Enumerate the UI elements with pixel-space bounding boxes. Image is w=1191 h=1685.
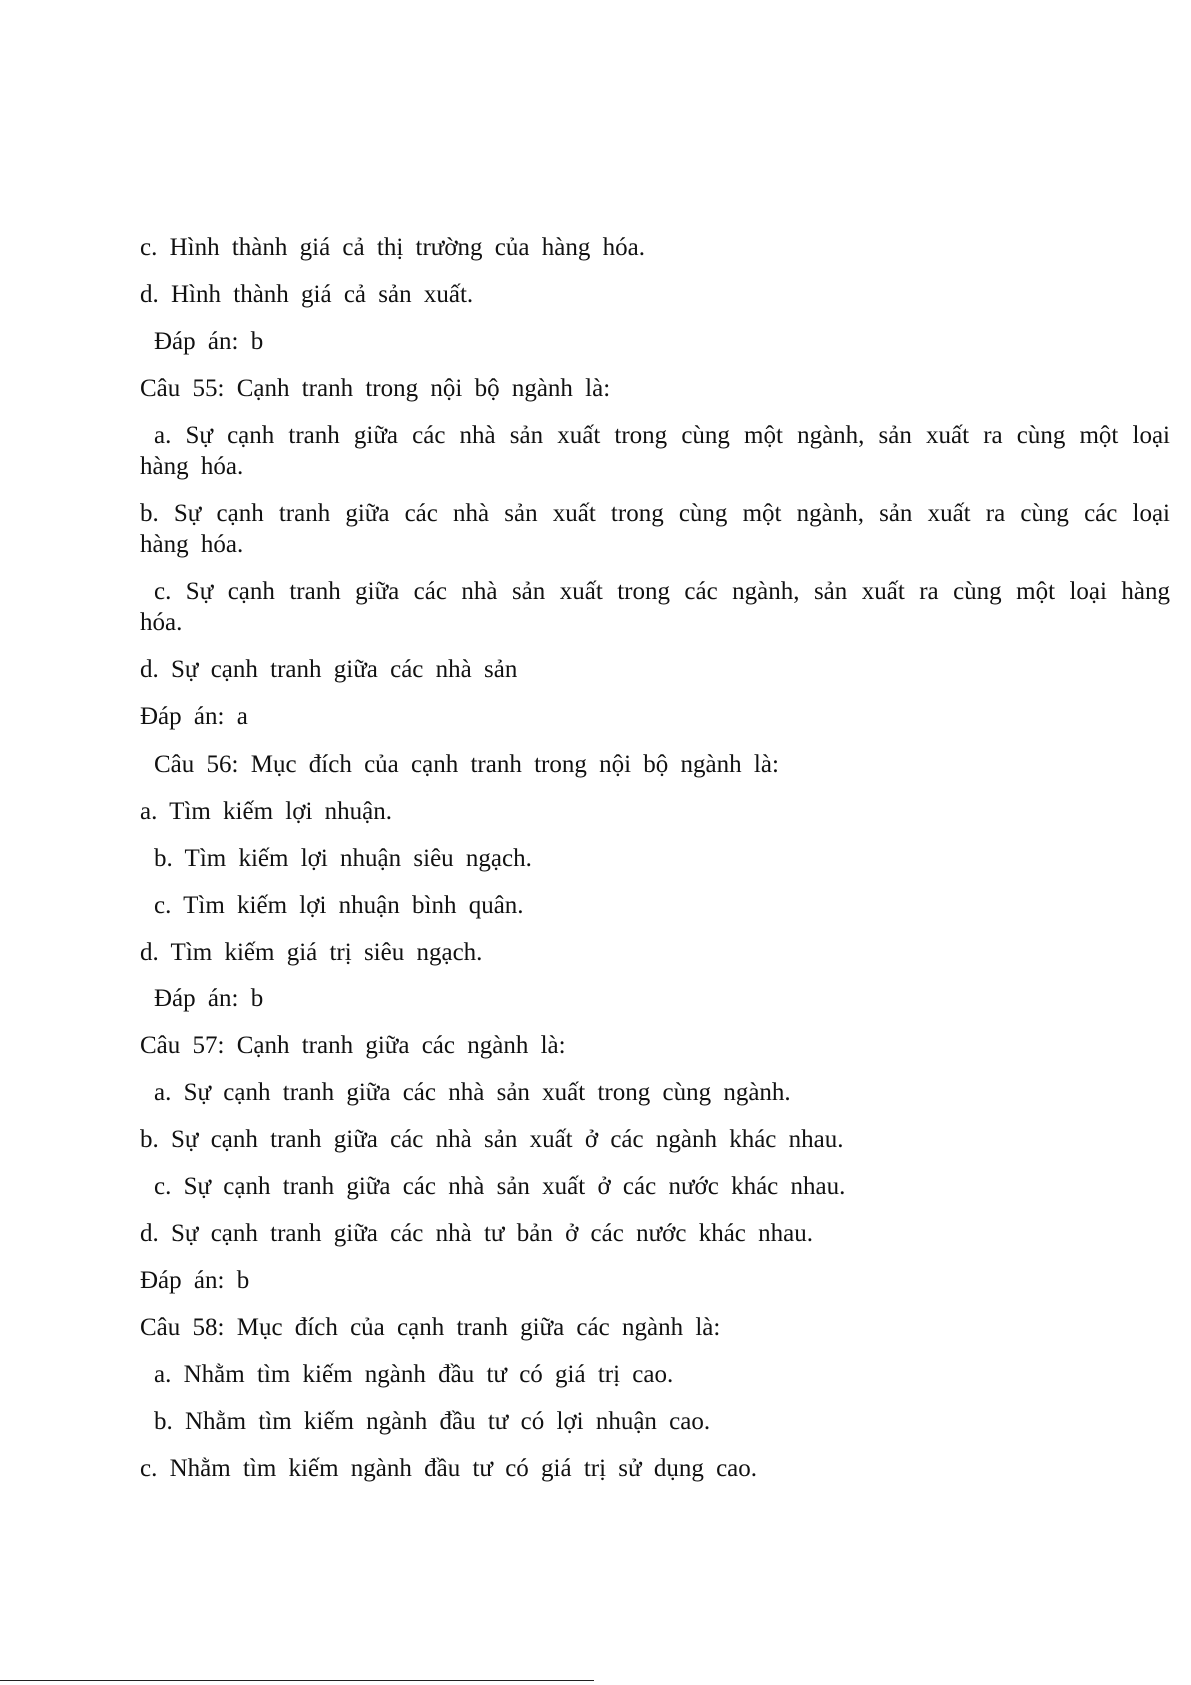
option-a-q55: a. Sự cạnh tranh giữa các nhà sản xuất trong cùng một ngành, sản xuất ra cùng một loại hàng hóa.	[140, 422, 1170, 480]
option-d-q57: d. Sự cạnh tranh giữa các nhà tư bản ở các nước khác nhau.	[140, 1220, 813, 1247]
option-d-q56: d. Tìm kiếm giá trị siêu ngạch.	[140, 939, 483, 966]
question-55: Câu 55: Cạnh tranh trong nội bộ ngành là:	[140, 375, 611, 402]
option-d-q54: d. Hình thành giá cả sản xuất.	[140, 281, 474, 308]
option-c-q54: c. Hình thành giá cả thị trường của hàng hóa.	[140, 234, 645, 261]
option-b-q56: b. Tìm kiếm lợi nhuận siêu ngạch.	[154, 845, 532, 872]
option-a-q58: a. Nhằm tìm kiếm ngành đầu tư có giá trị cao.	[154, 1361, 674, 1388]
answer-q54: Đáp án: b	[154, 328, 264, 355]
question-56: Câu 56: Mục đích của cạnh tranh trong nội bộ ngành là:	[154, 751, 779, 778]
answer-q55: Đáp án: a	[140, 703, 248, 730]
option-b-q55: b. Sự cạnh tranh giữa các nhà sản xuất trong cùng một ngành, sản xuất ra cùng các loại hàng hóa.	[140, 500, 1170, 558]
footnote-divider	[0, 1680, 594, 1681]
option-b-q57: b. Sự cạnh tranh giữa các nhà sản xuất ở các ngành khác nhau.	[140, 1126, 844, 1153]
answer-q57: Đáp án: b	[140, 1267, 250, 1294]
option-b-q58: b. Nhằm tìm kiếm ngành đầu tư có lợi nhuận cao.	[154, 1408, 711, 1435]
option-a-q56: a. Tìm kiếm lợi nhuận.	[140, 798, 393, 825]
option-d-q55: d. Sự cạnh tranh giữa các nhà sản	[140, 656, 518, 683]
option-c-q56: c. Tìm kiếm lợi nhuận bình quân.	[154, 892, 524, 919]
answer-q56: Đáp án: b	[154, 985, 264, 1012]
option-c-q55: c. Sự cạnh tranh giữa các nhà sản xuất trong các ngành, sản xuất ra cùng một loại hàng hóa.	[140, 578, 1170, 636]
option-a-q57: a. Sự cạnh tranh giữa các nhà sản xuất trong cùng ngành.	[154, 1079, 791, 1106]
option-c-q58: c. Nhằm tìm kiếm ngành đầu tư có giá trị sử dụng cao.	[140, 1455, 758, 1482]
question-58: Câu 58: Mục đích của cạnh tranh giữa các ngành là:	[140, 1314, 721, 1341]
option-c-q57: c. Sự cạnh tranh giữa các nhà sản xuất ở các nước khác nhau.	[154, 1173, 846, 1200]
question-57: Câu 57: Cạnh tranh giữa các ngành là:	[140, 1032, 566, 1059]
